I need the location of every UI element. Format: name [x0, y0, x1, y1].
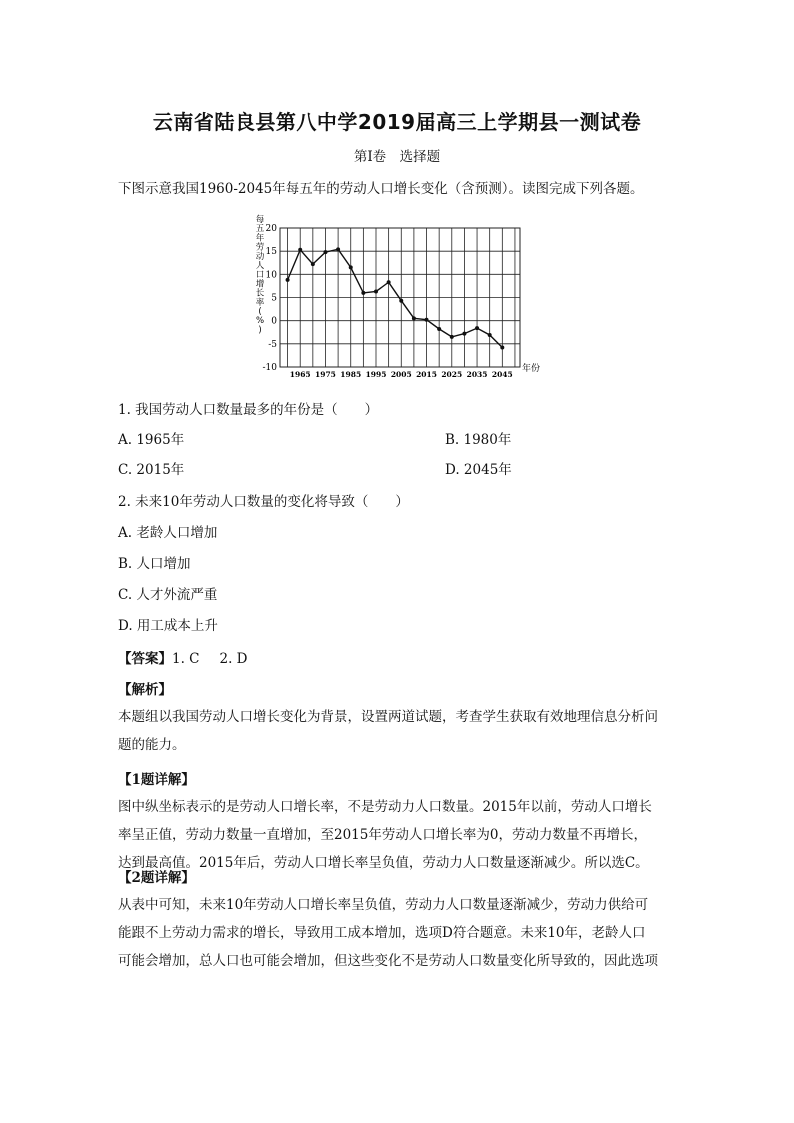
data-point — [462, 332, 466, 336]
y-tick-label: 5 — [271, 293, 277, 304]
data-point — [387, 280, 391, 284]
document-title: 云南省陆良县第八中学2019届高三上学期县一测试卷 — [152, 110, 642, 134]
series-line — [288, 249, 503, 347]
question-2-option-b: B. 人口增加 — [118, 556, 191, 572]
detail-2-line: 可能会增加，总人口也可能会增加，但这些变化不是劳动人口数量变化所导致的，因此选项 — [118, 953, 658, 969]
question-2-option-a: A. 老龄人口增加 — [118, 525, 218, 541]
x-tick-label: 2025 — [441, 370, 463, 379]
y-tick-label: -10 — [262, 363, 277, 373]
y-tick-label: 0 — [271, 316, 277, 327]
data-point — [500, 346, 504, 350]
question-2-option-c: C. 人才外流严重 — [118, 587, 218, 603]
analysis-paragraph — [118, 703, 678, 759]
y-axis-label-char: 口 — [255, 270, 265, 281]
y-axis-label-char: % — [255, 316, 265, 327]
x-axis-label: 年份 — [522, 364, 541, 374]
y-axis-label-char: 率 — [255, 297, 265, 308]
question-1-stem: 1. 我国劳动人口数量最多的年份是（ ） — [118, 402, 379, 418]
x-tick-label: 1985 — [340, 370, 362, 379]
data-point — [488, 333, 492, 337]
data-point — [311, 262, 315, 266]
analysis-line: 本题组以我国劳动人口增长变化为背景，设置两道试题，考查学生获取有效地理信息分析问 — [118, 709, 658, 725]
answer-q2: 2. D — [219, 651, 248, 667]
question-1-option-c: C. 2015年 — [118, 462, 185, 478]
question-1-option-b: B. 1980年 — [445, 432, 512, 448]
data-point — [475, 326, 479, 330]
y-axis-label-char: 每 — [255, 215, 265, 225]
data-point — [450, 335, 454, 339]
detail-1-heading: 【1题详解】 — [118, 772, 195, 788]
x-tick-label: 1975 — [315, 370, 336, 379]
y-axis-label-char: 增 — [255, 279, 265, 290]
y-axis-label-char: 长 — [255, 288, 265, 299]
data-point — [298, 248, 302, 252]
section-title: 第Ⅰ卷 选择题 — [353, 149, 441, 165]
y-axis-label-char: 五 — [255, 224, 265, 235]
x-tick-label: 2035 — [466, 370, 488, 379]
data-point — [374, 289, 378, 293]
question-1-option-a: A. 1965年 — [118, 432, 185, 448]
y-tick-label: 15 — [265, 247, 277, 258]
y-axis-label-char: ) — [258, 325, 262, 336]
data-point — [399, 299, 403, 303]
y-tick-label: -5 — [268, 339, 277, 350]
answer-q1: 1. C — [172, 651, 200, 667]
detail-2-line: 能跟不上劳动力需求的增长，导致用工成本增加，选项D符合题意。未来10年，老龄人口 — [118, 925, 646, 941]
x-tick-label: 2015 — [416, 370, 437, 379]
question-2-option-d: D. 用工成本上升 — [118, 618, 218, 634]
data-point — [323, 250, 327, 254]
x-tick-label: 2005 — [390, 370, 412, 379]
detail-2-heading: 【2题详解】 — [118, 870, 195, 886]
answer-label: 【答案】 — [118, 651, 172, 667]
y-axis-label-char: 劳 — [255, 242, 265, 253]
analysis-heading: 【解析】 — [118, 682, 172, 698]
labor-growth-chart — [248, 210, 548, 380]
detail-1-paragraph — [118, 793, 678, 877]
detail-1-line: 达到最高值。2015年后，劳动人口增长率呈负值，劳动力人口数量逐渐减少。所以选C。 — [118, 855, 649, 871]
data-point — [336, 247, 340, 251]
question-2-stem: 2. 未来10年劳动人口数量的变化将导致（ ） — [118, 494, 409, 510]
y-axis-label-char: 人 — [255, 261, 265, 271]
answer-line — [118, 647, 248, 667]
y-tick-label: 10 — [265, 270, 277, 281]
detail-2-line: 从表中可知，未来10年劳动人口增长率呈负值，劳动力人口数量逐渐减少，劳动力供给可 — [118, 897, 649, 913]
y-axis-label-char: 动 — [255, 251, 265, 262]
detail-1-line: 率呈正值，劳动力数量一直增加，至2015年劳动人口增长率为0，劳动力数量不再增长， — [118, 827, 647, 843]
x-tick-label: 1965 — [289, 370, 311, 379]
x-tick-label: 2045 — [491, 370, 513, 379]
data-point — [425, 318, 429, 322]
x-tick-label: 1995 — [365, 370, 387, 379]
data-point — [361, 291, 365, 295]
y-axis-label-char: ( — [258, 307, 262, 317]
y-axis-label-char: 年 — [255, 233, 265, 244]
data-point — [412, 316, 416, 320]
detail-2-paragraph — [118, 891, 678, 975]
question-1-option-d: D. 2045年 — [445, 462, 512, 478]
data-point — [349, 265, 353, 269]
data-point — [437, 327, 441, 331]
data-point — [286, 278, 290, 282]
analysis-line: 题的能力。 — [118, 737, 186, 753]
y-tick-label: 20 — [265, 224, 277, 234]
detail-1-line: 图中纵坐标表示的是劳动人口增长率，不是劳动力人口数量。2015年以前，劳动人口增长 — [118, 799, 652, 815]
intro-text: 下图示意我国1960-2045年每五年的劳动人口增长变化（含预测）。读图完成下列各题。 — [118, 181, 644, 197]
